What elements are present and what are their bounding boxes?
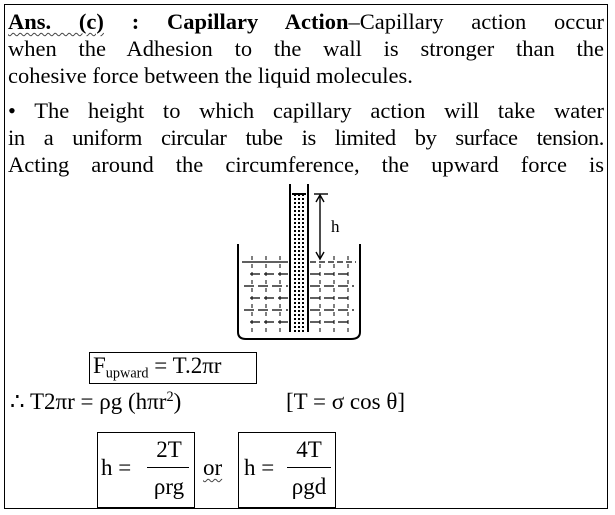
answer-colon: : <box>103 9 167 34</box>
height-formula-2-fraction-bar <box>287 467 331 468</box>
line-1-text: Capillary action occur <box>359 9 604 34</box>
height-arrow-icon <box>314 194 328 259</box>
or-word: or <box>203 455 223 480</box>
bullet-icon: • <box>8 98 16 123</box>
force-symbol: F <box>93 353 106 378</box>
topic-heading: Capillary Action <box>166 9 349 34</box>
tension-definition: [T = σ cos θ] <box>286 389 405 414</box>
answer-line-3: cohesive force between the liquid molecules. <box>8 63 413 88</box>
balance-close: ) <box>173 389 182 414</box>
answer-line-2: when the Adhesion to the wall is stronger than the <box>8 36 604 61</box>
answer-line-6: Acting around the circumference, the upward force is <box>8 152 604 177</box>
height-formula-2-denominator: ρgd <box>291 474 327 499</box>
height-formula-1-numerator: 2T <box>156 437 182 462</box>
force-subscript: upward <box>105 365 149 382</box>
answer-label: Ans. (c) <box>8 9 104 34</box>
force-rhs: = T.2πr <box>148 353 222 378</box>
balance-exponent: 2 <box>166 389 174 406</box>
upward-force-equation <box>93 353 221 382</box>
capillary-water-column <box>292 194 306 332</box>
therefore-symbol: ∴ <box>10 389 25 414</box>
answer-line-5: in a uniform circular tube is limited by surface tension. <box>8 125 604 150</box>
capillary-tube-diagram <box>230 182 380 347</box>
answer-line-4 <box>8 98 604 124</box>
line-4-text: The height to which capillary action will take water <box>34 98 604 123</box>
force-balance-equation <box>10 389 181 415</box>
balance-lhs: T2πr = ρg (hπr <box>24 389 167 414</box>
answer-line-1 <box>8 9 604 35</box>
height-formula-2-numerator: 4T <box>296 437 322 462</box>
height-formula-2-lhs: h = <box>244 455 275 480</box>
heading-dash: – <box>348 9 360 34</box>
height-formula-1-fraction-bar <box>147 467 189 468</box>
height-label: h <box>331 217 340 236</box>
height-formula-1-denominator: ρrg <box>153 474 185 499</box>
height-formula-1-lhs: h = <box>101 455 132 480</box>
